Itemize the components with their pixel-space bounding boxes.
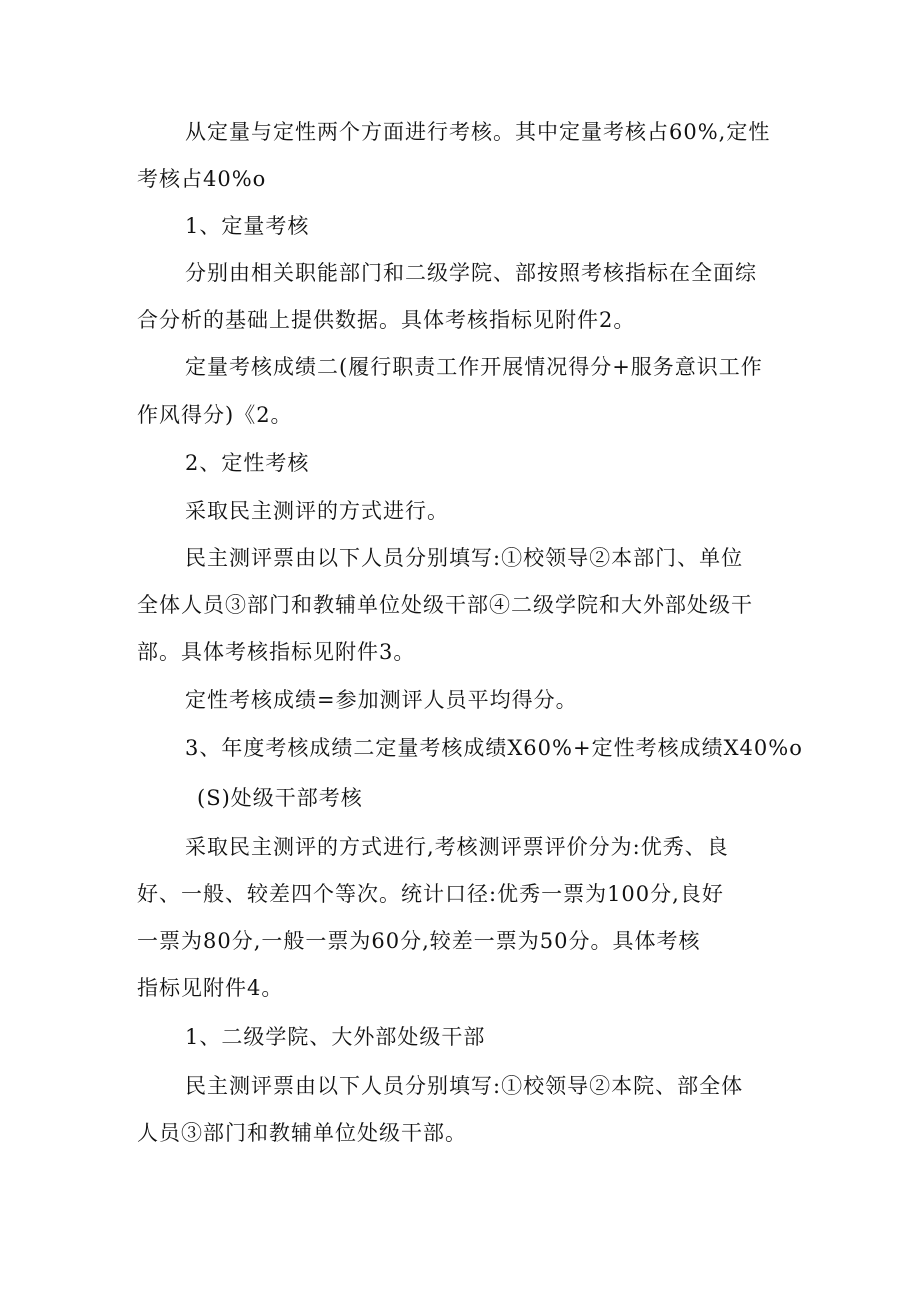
section-heading: 1、定量考核 xyxy=(185,214,310,238)
paragraph-line: 分别由相关职能部门和二级学院、部按照考核指标在全面综 xyxy=(185,261,757,285)
paragraph-line: 人员③部门和教辅单位处级干部。 xyxy=(137,1121,467,1145)
section-heading: (S)处级干部考核 xyxy=(197,786,363,810)
paragraph-line: 合分析的基础上提供数据。具体考核指标见附件2。 xyxy=(137,308,636,332)
paragraph-line: 考核占40%o xyxy=(137,167,267,191)
paragraph-line: 采取民主测评的方式进行,考核测评票评价分为:优秀、良 xyxy=(185,835,729,859)
paragraph-line: 3、年度考核成绩二定量考核成绩X60%+定性考核成绩X40%o xyxy=(185,736,803,760)
paragraph-line: 全体人员③部门和教辅单位处级干部④二级学院和大外部处级干 xyxy=(137,593,753,617)
paragraph-line: 民主测评票由以下人员分别填写:①校领导②本部门、单位 xyxy=(185,546,744,570)
paragraph-line: 从定量与定性两个方面进行考核。其中定量考核占60%,定性 xyxy=(185,120,771,144)
section-heading: 2、定性考核 xyxy=(185,451,310,475)
paragraph-line: 定性考核成绩=参加测评人员平均得分。 xyxy=(185,688,578,712)
paragraph-line: 指标见附件4。 xyxy=(137,976,284,1000)
paragraph-line: 民主测评票由以下人员分别填写:①校领导②本院、部全体 xyxy=(185,1074,744,1098)
paragraph-line: 好、一般、较差四个等次。统计口径:优秀一票为100分,良好 xyxy=(137,882,724,906)
paragraph-line: 作风得分)《2。 xyxy=(137,403,293,427)
paragraph-line: 定量考核成绩二(履行职责工作开展情况得分+服务意识工作 xyxy=(185,355,763,379)
paragraph-line: 部。具体考核指标见附件3。 xyxy=(137,640,416,664)
paragraph-line: 一票为80分,一般一票为60分,较差一票为50分。具体考核 xyxy=(137,929,701,953)
section-heading: 1、二级学院、大外部处级干部 xyxy=(185,1025,486,1049)
paragraph-line: 采取民主测评的方式进行。 xyxy=(185,499,449,523)
